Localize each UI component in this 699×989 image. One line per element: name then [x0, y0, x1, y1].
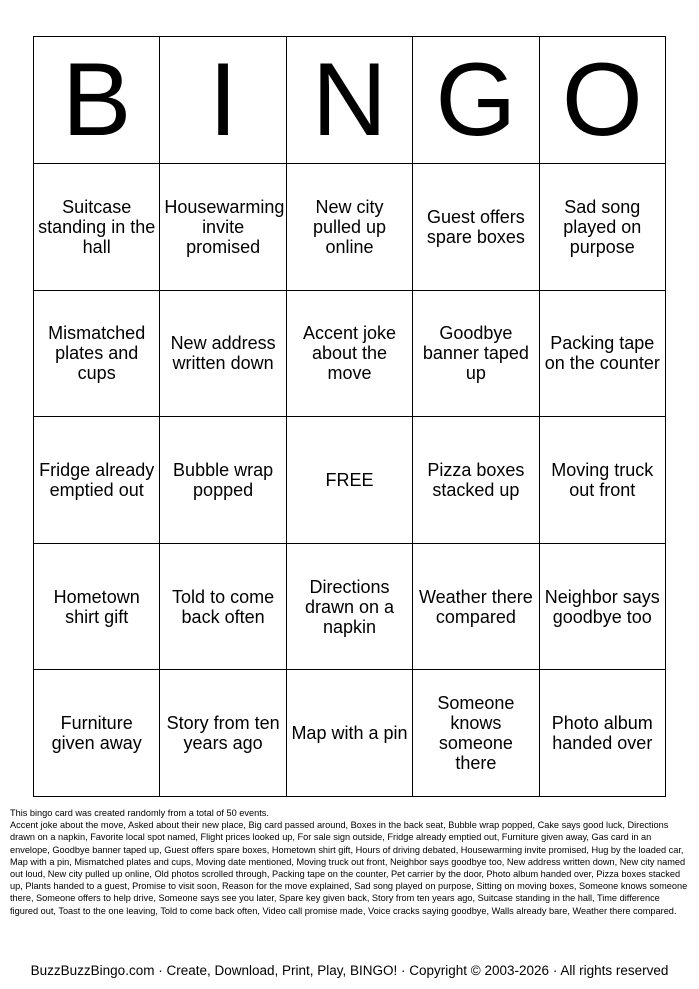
- bingo-cell: Neighbor says goodbye too: [539, 543, 665, 670]
- bingo-cell: Guest offers spare boxes: [413, 164, 539, 291]
- bingo-cell: Packing tape on the counter: [539, 290, 665, 417]
- bingo-cell: Weather there compared: [413, 543, 539, 670]
- bingo-cell: Housewarming invite promised: [160, 164, 286, 291]
- bingo-cell: Fridge already emptied out: [34, 417, 160, 544]
- bingo-cell: Suitcase standing in the hall: [34, 164, 160, 291]
- bingo-cell: Hometown shirt gift: [34, 543, 160, 670]
- free-space-cell: FREE: [286, 417, 412, 544]
- bingo-cell: New address written down: [160, 290, 286, 417]
- bingo-cell: Told to come back often: [160, 543, 286, 670]
- header-letter: I: [160, 37, 286, 164]
- bingo-row: [34, 417, 666, 544]
- footer-copyright: BuzzBuzzBingo.com · Create, Download, Print, Play, BINGO! · Copyright © 2003-2026 · All rights reserved: [30, 963, 669, 978]
- bingo-cell: Photo album handed over: [539, 670, 665, 797]
- bingo-row: [34, 670, 666, 797]
- bingo-cell: Map with a pin: [286, 670, 412, 797]
- notes-intro: This bingo card was created randomly from a total of 50 events.: [10, 808, 269, 818]
- bingo-header-row: [34, 37, 666, 164]
- header-letter: G: [413, 37, 539, 164]
- notes-event-list: Accent joke about the move, Asked about their new place, Big card passed around, Boxes in the back seat, Bubble wrap popped, Cake says good luck, Directions drawn on a napkin, Favorite local spot named, Flight prices looked up, For sale sign outside, Fridge already emptied out, Furniture given away, Gas card in an envelope, Goodbye banner taped up, Guest offers spare boxes, Hometown shirt gift, Hours of driving debated, Housewarming invite promised, Hug by the loaded car, Map with a pin, Mismatched plates and cups, Moving date mentioned, Moving truck out front, Neighbor says goodbye too, New address written down, New city named out loud, New city pulled up online, Old photos scrolled through, Packing tape on the counter, Pet carrier by the door, Photo album handed over, Pizza boxes stacked up, Plants handed to a guest, Promise to visit soon, Reason for the move explained, Sad song played on purpose, Sitting on moving boxes, Someone knows someone there, Someone offers to help drive, Someone says see you later, Spare key given back, Story from ten years ago, Suitcase standing in the hall, Time difference figured out, Toast to the one leaving, Told to come back often, Video call promise made, Voice cracks saying goodbye, Walls already bare, Weather there compared.: [10, 820, 688, 916]
- bingo-cell: New city pulled up online: [286, 164, 412, 291]
- bingo-cell: Bubble wrap popped: [160, 417, 286, 544]
- bingo-cell: Directions drawn on a napkin: [286, 543, 412, 670]
- bingo-cell: Sad song played on purpose: [539, 164, 665, 291]
- bingo-cell: Mismatched plates and cups: [34, 290, 160, 417]
- bingo-row: [34, 543, 666, 670]
- bingo-row: [34, 290, 666, 417]
- bingo-cell: Accent joke about the move: [286, 290, 412, 417]
- bingo-cell: Moving truck out front: [539, 417, 665, 544]
- bingo-row: [34, 164, 666, 291]
- bingo-cell: Goodbye banner taped up: [413, 290, 539, 417]
- bingo-cell: Story from ten years ago: [160, 670, 286, 797]
- header-letter: N: [286, 37, 412, 164]
- bingo-cell: Pizza boxes stacked up: [413, 417, 539, 544]
- bingo-card: [33, 36, 666, 797]
- header-letter: O: [539, 37, 665, 164]
- header-letter: B: [34, 37, 160, 164]
- card-notes: [10, 807, 690, 917]
- bingo-cell: Furniture given away: [34, 670, 160, 797]
- bingo-cell: Someone knows someone there: [413, 670, 539, 797]
